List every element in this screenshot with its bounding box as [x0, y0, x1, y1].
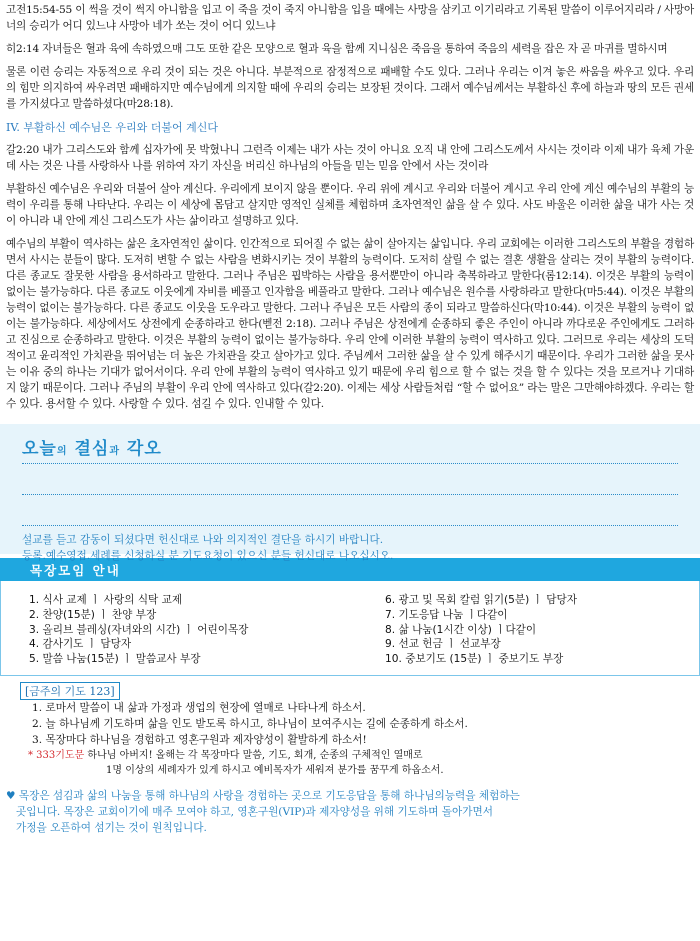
body-paragraph-presence: 부활하신 예수님은 우리와 더불어 살아 계신다. 우리에게 보이지 않을 뿐이다. 우리 위에 계시고 우리와 더불어 계시고 우리 안에 계신 예수님의 부활의 능력이 우리를 통해 나타난다. 우리는 이 세상에 몸담고 살지만 영적인 실체를 체험하며 초자연적인 삶을 살 수 있다. 사도 바울은 이러한 삶을 내가 사는 것이 아니라 내 안에 계신 그리스도가 사는 삶이라고 설명하고 있다.: [6, 183, 694, 227]
weekly-prayer: [6, 680, 694, 778]
scripture-1co15: 고전15:54-55 이 썩을 것이 썩지 아니함을 입고 이 죽을 것이 죽지 아니함을 입을 때에는 사망을 삼키고 이기리라고 기록된 말씀이 이루어지리라 / 사망아 너의 승리가 어디 있느냐 사망아 네가 쏘는 것이 어디 있느냐: [6, 4, 694, 32]
body-paragraph-power: 예수님의 부활이 역사하는 삶은 초자연적인 삶이다. 인간적으로 되어질 수 없는 삶이 살아지는 삶입니다. 우리 교회에는 이러한 그리스도의 부활을 경험하면서 사시는 분들이 많다. 도저히 변할 수 없는 사람을 변화시키는 것이 부활의 능력이다. 도저히 살릴 수 없는 결혼 생활을 살리는 것이 부활의 능력이다. 다른 종교도 잘못한 사람을 용서하라고 말한다. 그러나 주님은 핍박하는 사람을 용서뿐만이 아니라 축복하라고 말한다(롬12:14). 이것은 부활의 능력이 없이는 불가능하다. 다른 종교도 이웃에게 자비를 베풀고 인자함을 베풀라고 말한다. 그러나 예수님은 원수를 사랑하라고 말한다(마5:44). 이것은 부활의 능력이 없이는 불가능하다. 다른 종교도 이웃을 도우라고 말한다. 그러나 주님은 모든 사람의 종이 되라고 말씀하신다(막10:44). 이것은 부활의 능력이 없이는 불가능하다. 세상에서도 상전에게 순종하라고 한다(벧전 2:18). 그러나 주님은 상전에게 순종하되 좋은 주인이 아니라 까다로운 주인에게도 그러하고 진심으로 순종하라고 말한다. 이것은 부활의 능력이 없이는 불가능하다. 우리 안에 이러한 부활의 능력이 역사하고 있다. 그러므로 우리는 세상의 도덕적이고 윤리적인 가치관을 뛰어넘는 더 높은 가치관을 갖고 살아가고 있다. 주님께서 그러한 삶을 살 수 있게 해주시기 때문이다. 우리가 그러한 삶을 못사는 이유 중의 하나는 기대가 없어서이다. 우리 안에 부활의 능력이 역사하고 있기 때문에 우리 힘으로 할 수 없는 것을 할 수 있다는 것을 모르거나 기대하지 않기 때문이다. 그러나 주님의 부활이 우리 안에 역사하고 있다(갈2:20). 이제는 세상 사람들처럼 “할 수 없어요” 라는 말은 그만해야하겠다. 우리는 할 수 있다. 용서할 수 있다. 사랑할 수 있다. 섬길 수 있다. 인내할 수 있다.: [6, 238, 694, 410]
prayer-item: 1. 로마서 말씀이 내 삶과 가정과 생업의 현장에 열매로 나타나게 하소서.: [32, 701, 366, 714]
scripture-heb2: 히2:14 자녀들은 혈과 육에 속하였으매 그도 또한 같은 모양으로 혈과 육을 함께 지니심은 죽음을 통하여 죽음의 세력을 잡은 자 곧 마귀를 멸하시며: [6, 43, 668, 55]
mokjang-schedule: [0, 581, 700, 676]
schedule-right-column: [385, 593, 577, 667]
list-item: 9. 선교 헌금 ㅣ 선교부장: [385, 638, 501, 651]
list-item: 10. 중보기도 (15분) ㅣ 중보기도 부장: [385, 653, 564, 666]
list-item: 3. 올리브 블레싱(자녀와의 시간) ㅣ 어린이목장: [29, 623, 249, 636]
section-heading: IV. 부활하신 예수님은 우리와 더불어 계신다: [6, 121, 218, 134]
list-item: 4. 감사기도 ㅣ 담당자: [29, 638, 132, 651]
mokjang-footer-note: ♥ 목장은 섬김과 삶의 나눔을 통해 하나님의 사랑을 경험하는 곳으로 기도응답을 통해 하나님의능력을 체험하는 곳입니다. 목장은 교회이기에 매주 모여야 하고, 영혼구원(VIP)과 제자양성을 위해 기도하며 돌아가면서 가정을 오픈하여 섬기는 것이 원칙입니다.: [6, 789, 520, 834]
schedule-left-column: [29, 593, 385, 667]
scripture-gal2: 갈2:20 내가 그리스도와 함께 십자가에 못 박혔나니 그런즉 이제는 내가 사는 것이 아니요 오직 내 안에 그리스도께서 사시는 것이라 이제 내가 육체 가운데 사는 것은 나를 사랑하사 나를 위하여 자기 자신을 버리신 하나님의 아들을 믿는 믿음 안에서 사는 것이라: [6, 144, 694, 172]
list-item: 2. 찬양(15분) ㅣ 찬양 부장: [29, 608, 157, 621]
prayer-item: 3. 목장마다 하나님을 경험하고 영혼구원과 제자양성이 활발하게 하소서!: [32, 733, 367, 746]
heart-icon: ♥: [6, 789, 16, 802]
prayer-item: 2. 늘 하나님께 기도하며 삶을 인도 받도록 하시고, 하나님이 보여주시는 길에 순종하게 하소서.: [32, 717, 468, 730]
prayer-title: [금주의 기도 123]: [20, 682, 120, 700]
list-item: 6. 광고 및 목회 칼럼 읽기(5분) ㅣ 담당자: [385, 594, 577, 606]
resolution-line-2: 등록.예수영접.세례를 신청하실 분 기도요청이 있으신 분들 헌신대로 나오십시오.: [22, 550, 394, 562]
body-paragraph-victory: 물론 이런 승리는 자동적으로 우리 것이 되는 것은 아니다. 부분적으로 잠정적으로 패배할 수도 있다. 그러나 우리는 이겨 놓은 싸움을 싸우고 있다. 우리의 힘만 의지하여 싸우려면 패배하지만 예수님에게 의지할 때에 우리의 승리는 보장된 것이다. 그래서 예수님께서는 부활하신 후에 하늘과 땅의 모든 권세를 가지셨다고 말씀하셨다(마28:18).: [6, 66, 694, 110]
list-item: 7. 기도응답 나눔 ㅣ다같이: [385, 608, 508, 621]
prayer-333: * 333기도문 하나님 아버지! 올해는 각 목장마다 말씀, 기도, 회개, 순종의 구체적인 열매로 1명 이상의 세례자가 있게 하시고 예비목자가 세워져 분가를 꿈꾸게 하옵소서.: [28, 749, 444, 776]
list-item: 5. 말씀 나눔(15분) ㅣ 말씀교사 부장: [29, 653, 201, 666]
list-item: 1. 식사 교제 ㅣ 사랑의 식탁 교제: [29, 594, 183, 606]
list-item: 8. 삶 나눔(1시간 이상) ㅣ다같이: [385, 623, 537, 636]
resolution-line-1: 설교를 듣고 감동이 되셨다면 헌신대로 나와 의지적인 결단을 하시기 바랍니다.: [22, 534, 384, 546]
resolution-title: 오늘의 결심과 각오: [22, 439, 162, 459]
resolution-box: [0, 424, 700, 562]
mokjang-title-bar: 목장모임 안내: [0, 558, 700, 581]
prayer-333-label: * 333기도문: [28, 749, 85, 761]
